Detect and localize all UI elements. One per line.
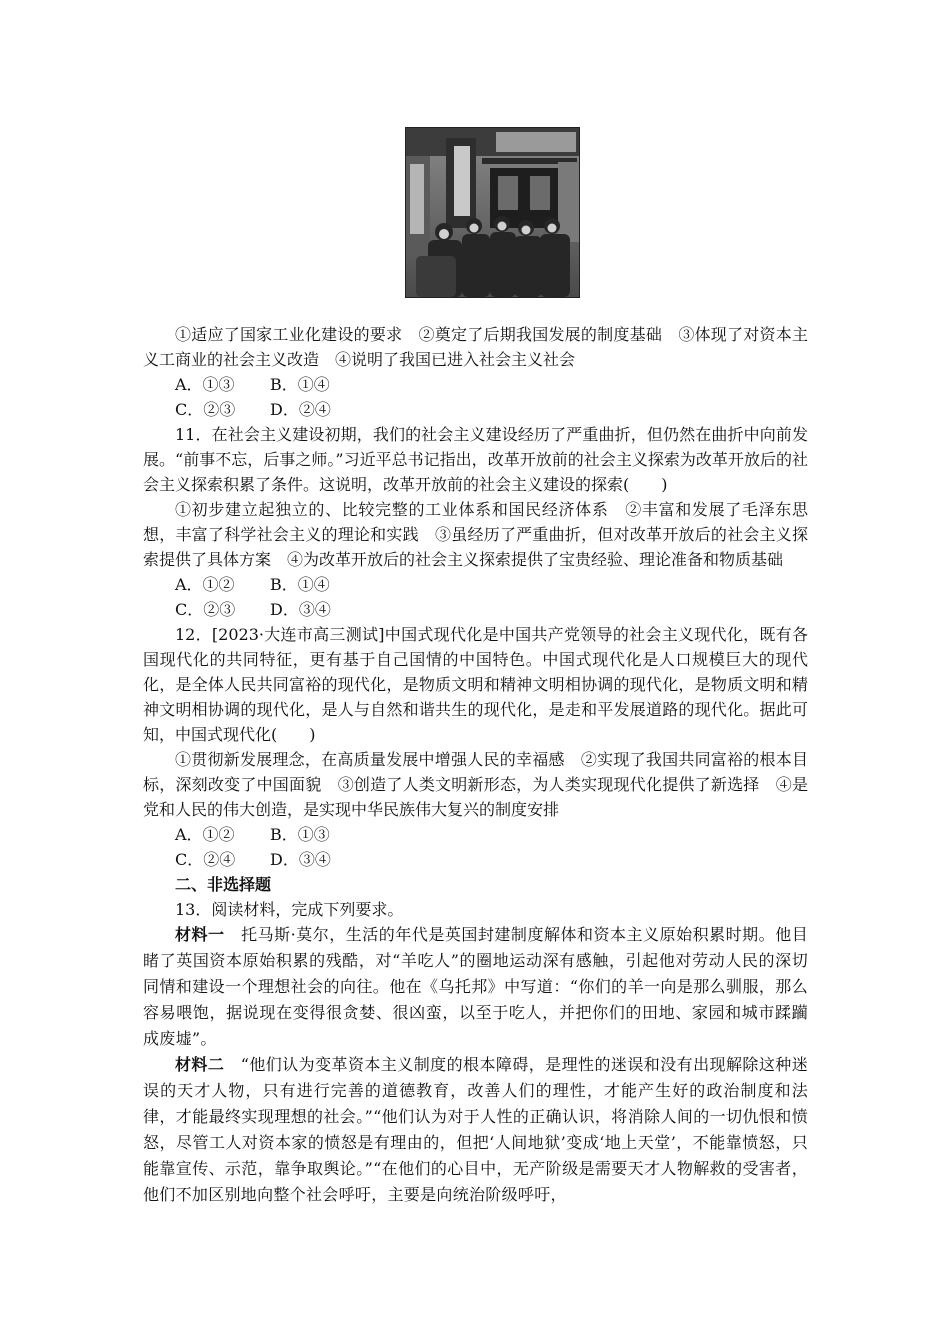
material-one [143,922,808,1052]
material-one-label: 材料一 [175,925,225,944]
q11-option-d: D．③④ [270,600,331,619]
q11-options-row-1 [143,572,808,597]
q12-options-row-2 [143,847,808,872]
q10-options-row-1 [143,372,808,397]
q12-option-c: C．②④ [175,850,236,869]
material-one-text: 托马斯·莫尔，生活的年代是英国封建制度解体和资本主义原始积累时期。他目睹了英国资本原始积累的残酷，对“羊吃人”的圈地运动深有感触，引起他对劳动人民的深切同情和建设一个理想社会的向往。他在《乌托邦》中写道：“你们的羊一向是那么驯服，那么容易喂饱，据说现在变得很贪婪、很凶蛮，以至于吃人，并把你们的田地、家园和城市蹂躏成废墟”。 [143,925,809,1048]
q12-statements: ①贯彻新发展理念，在高质量发展中增强人民的幸福感 ②实现了我国共同富裕的根本目标，深刻改变了中国面貌 ③创造了人类文明新形态，为人类实现现代化提供了新选择 ④是党和人民的伟大创造，是实现中华民族伟大复兴的制度安排 [143,750,808,819]
historical-photo [405,127,580,298]
section-heading: 二、非选择题 [175,875,272,894]
material-two [143,1052,808,1208]
question-content [143,322,808,1208]
q11-stem: 11．在社会主义建设初期，我们的社会主义建设经历了严重曲折，但仍然在曲折中向前发展。“前事不忘，后事之师。”习近平总书记指出，改革开放前的社会主义探索为改革开放后的社会主义探索积累了条件。这说明，改革开放前的社会主义建设的探索( ) [143,425,808,494]
q10-options-row-2 [143,397,808,422]
q12-stem: 12．[2023·大连市高三测试]中国式现代化是中国共产党领导的社会主义现代化，既有各国现代化的共同特征，更有基于自己国情的中国特色。中国式现代化是人口规模巨大的现代化，是全体人民共同富裕的现代化，是物质文明和精神文明相协调的现代化，是物质文明和精神文明相协调的现代化，是人与自然和谐共生的现代化，是走和平发展道路的现代化。据此可知，中国式现代化( ) [143,625,808,744]
q11-option-a: A．①② [175,575,235,594]
q11-option-c: C．②③ [175,600,236,619]
q10-option-b: B．①④ [270,375,330,394]
q10-option-c: C．②③ [175,400,236,419]
q11-options-row-2 [143,597,808,622]
q10-option-d: D．②④ [270,400,331,419]
q13-stem: 13．阅读材料，完成下列要求。 [175,900,404,919]
q10-statements: ①适应了国家工业化建设的要求 ②奠定了后期我国发展的制度基础 ③体现了对资本主义工商业的社会主义改造 ④说明了我国已进入社会主义社会 [143,325,808,369]
q11-option-b: B．①④ [270,575,330,594]
material-two-text: “他们认为变革资本主义制度的根本障碍，是理性的迷误和没有出现解除这种迷误的天才人物，只有进行完善的道德教育，改善人们的理性，才能产生好的政治制度和法律，才能最终实现理想的社会。”“他们认为对于人性的正确认识，将消除人间的一切仇恨和愤怒，尽管工人对资本家的愤怒是有理由的，但把‘人间地狱’变成‘地上天堂’，不能靠愤怒，只能靠宣传、示范，靠争取舆论。”“在他们的心目中，无产阶级是需要天才人物解救的受害者，他们不加区别地向整个社会呼吁，主要是向统治阶级呼吁， [143,1055,808,1204]
q11-statements: ①初步建立起独立的、比较完整的工业体系和国民经济体系 ②丰富和发展了毛泽东思想，丰富了科学社会主义的理论和实践 ③虽经历了严重曲折，但对改革开放后的社会主义探索提供了具体方案 ④为改革开放后的社会主义探索提供了宝贵经验、理论准备和物质基础 [143,500,808,569]
q12-option-d: D．③④ [270,850,331,869]
photo-illustration [406,128,579,297]
material-two-label: 材料二 [175,1055,225,1074]
q12-option-a: A．①② [175,825,235,844]
q12-option-b: B．①③ [270,825,330,844]
q12-options-row-1 [143,822,808,847]
q10-option-a: A．①③ [175,375,235,394]
